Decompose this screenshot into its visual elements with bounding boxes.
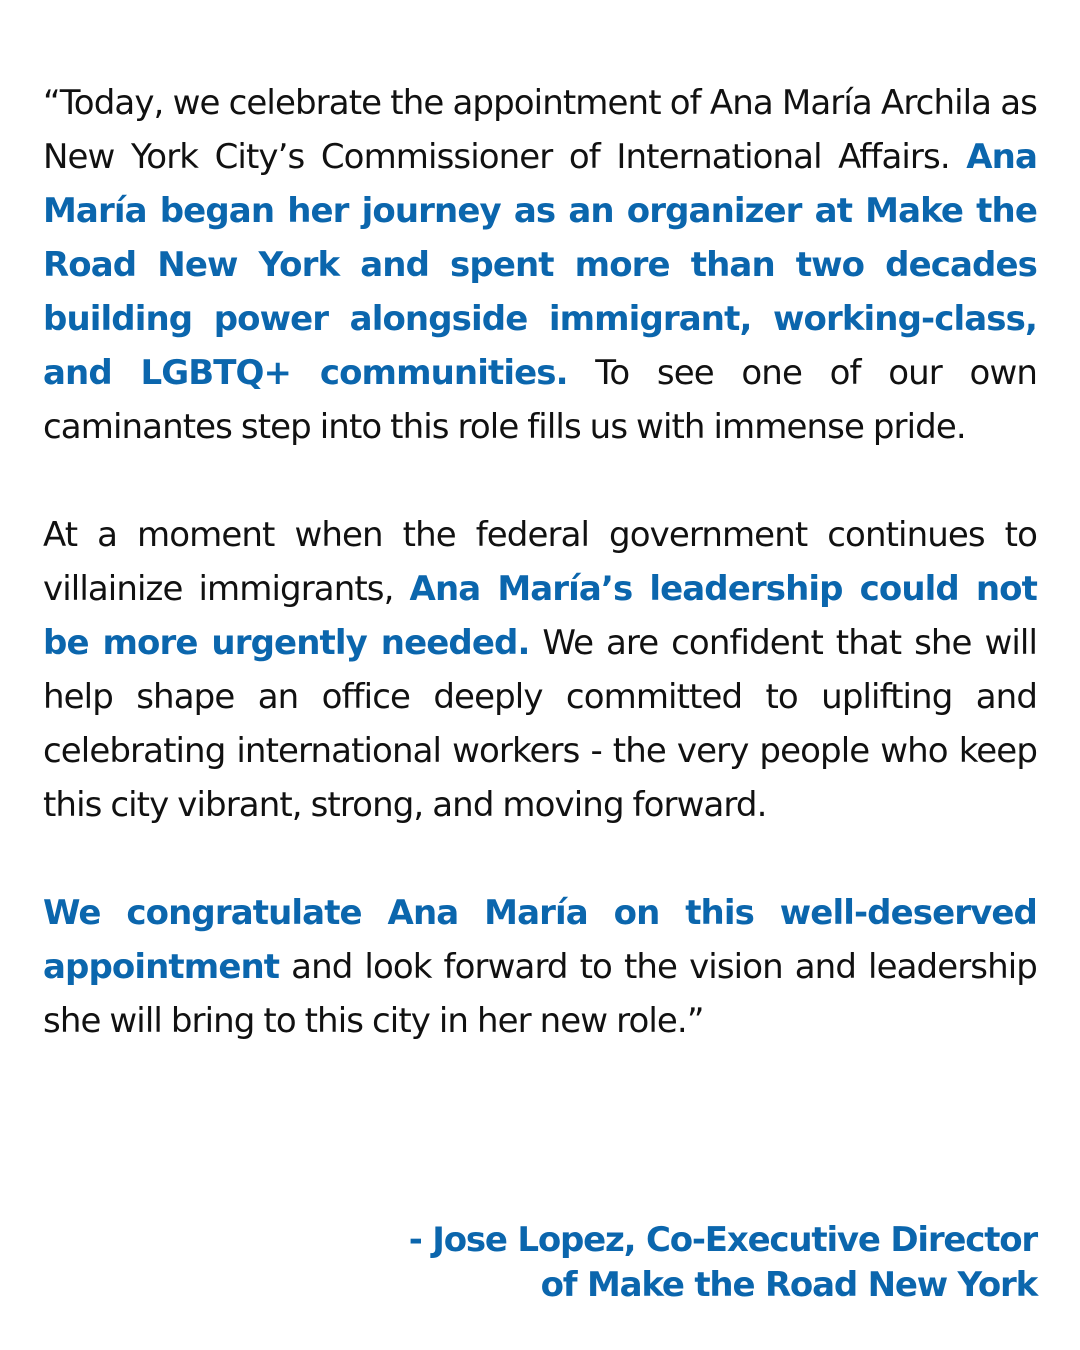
- quote-paragraph-1: [43, 76, 1037, 454]
- quote-paragraph-2: [43, 508, 1037, 832]
- quote-paragraph-3: [43, 886, 1037, 1048]
- quote-paragraph-3-text: and look forward to the vision and leadership she will bring to this city in her new role.”: [43, 947, 1037, 1041]
- quote-paragraph-2-text-a: At a moment when the federal government continues to villainize immigrants,: [43, 515, 1037, 609]
- quote-paragraph-1-highlight: Ana María began her journey as an organizer at Make the Road New York and spent more than two decades building power alongside immigrant, working-class, and LGBTQ+ communities.: [43, 137, 1037, 393]
- attribution-organization: of Make the Road New York: [540, 1265, 1037, 1305]
- quote-paragraph-1-text-a: “Today, we celebrate the appointment of Ana María Archila as New York City’s Commissioner of International Affairs.: [43, 83, 1037, 177]
- quote-paragraph-2-highlight: Ana María’s leadership could not be more urgently needed.: [43, 569, 1037, 663]
- quote-paragraph-1-text-b: To see one of our own caminantes step into this role fills us with immense pride.: [43, 353, 1037, 447]
- quote-paragraph-3-highlight: We congratulate Ana María on this well-deserved appointment: [43, 893, 1037, 987]
- attribution-name-title: - Jose Lopez, Co-Executive Director: [408, 1220, 1037, 1260]
- quote-statement: [43, 76, 1037, 1102]
- quote-paragraph-2-text-b: We are confident that she will help shape an office deeply committed to uplifting and celebrating international workers - the very people who keep this city vibrant, strong, and moving forward.: [43, 623, 1037, 825]
- attribution: [409, 1218, 1037, 1308]
